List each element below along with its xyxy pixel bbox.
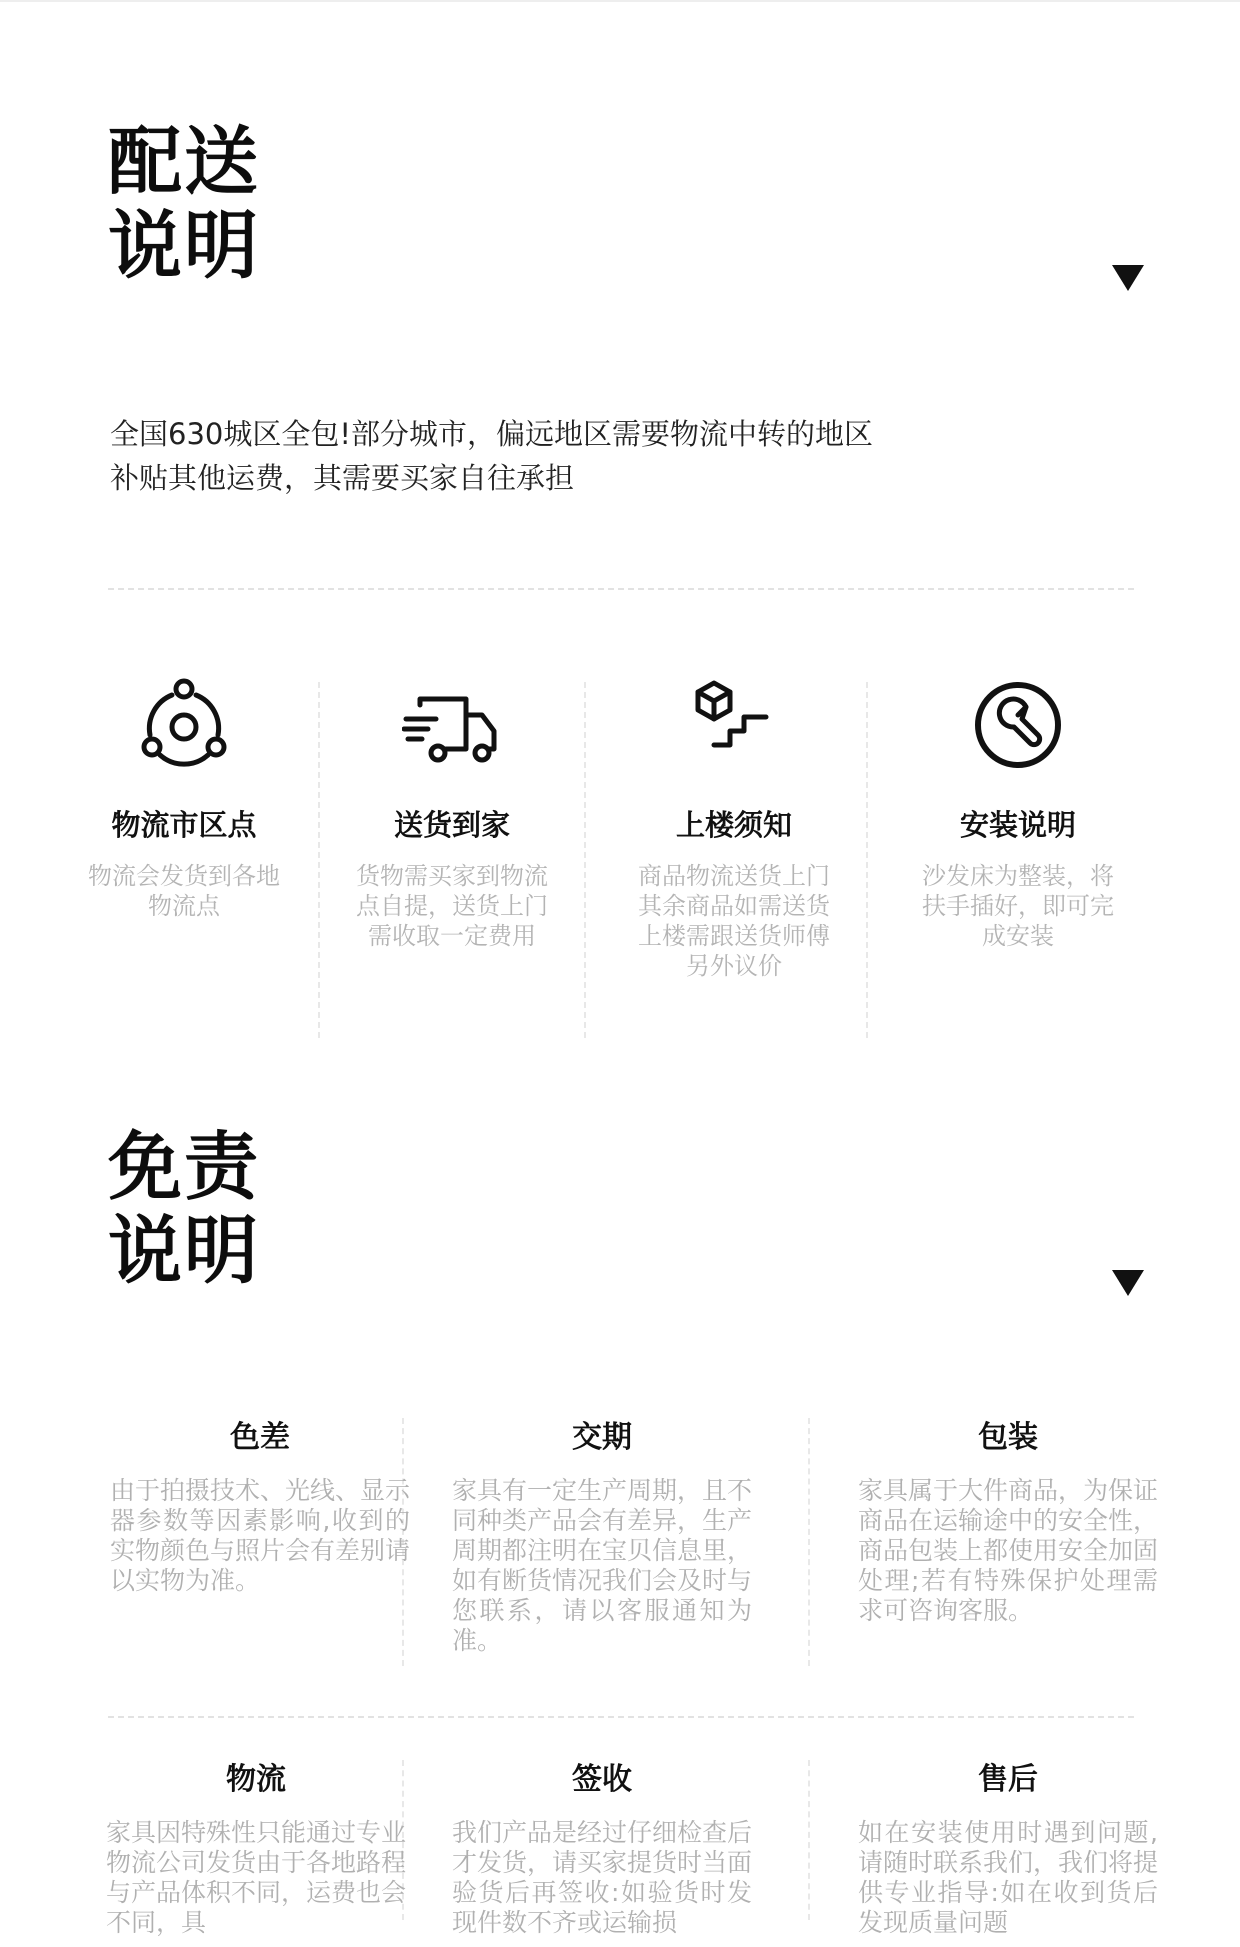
card-description: 由于拍摄技术、光线、显示器参数等因素影响,收到的实物颜色与照片会有差别请以实物为准。	[110, 1476, 411, 1595]
section-divider	[108, 1716, 1134, 1718]
card-title: 签收	[572, 1762, 632, 1797]
delivery-truck-icon	[402, 675, 502, 775]
feature-description: 商品物流送货上门其余商品如需送货上楼需跟送货师傅另外议价	[638, 862, 830, 980]
feature-installation	[888, 675, 1148, 951]
feature-description: 货物需买家到物流点自提，送货上门需收取一定费用	[356, 862, 548, 950]
card-description: 我们产品是经过仔细检查后才发货，请买家提货时当面验货后再签收:如验货时发现件数不齐或运输损	[452, 1818, 752, 1937]
section-divider	[108, 588, 1134, 590]
feature-logistics-point	[54, 675, 314, 921]
feature-title: 上楼须知	[675, 808, 792, 842]
card-description: 家具属于大件商品，为保证商品在运输途中的安全性，商品包装上都使用安全加固处理;若有特殊保护处理需求可咨询客服。	[858, 1476, 1159, 1625]
column-divider	[584, 682, 586, 1038]
delivery-intro	[110, 412, 1110, 500]
card-title: 交期	[572, 1420, 632, 1455]
card-title: 包装	[978, 1420, 1038, 1455]
delivery-intro-line1: 全国630城区全包!部分城市，偏远地区需要物流中转的地区	[110, 417, 873, 451]
feature-description: 沙发床为整装，将扶手插好，即可完成安装	[922, 862, 1114, 950]
molecule-icon	[134, 675, 234, 775]
delivery-title-line2: 说明	[108, 203, 260, 289]
disclaimer-title-line1: 免责	[108, 1124, 260, 1210]
caret-down-icon	[1112, 1270, 1144, 1296]
card-title: 售后	[978, 1762, 1038, 1797]
delivery-intro-line2: 补贴其他运费，其需要买家自往承担	[110, 461, 575, 495]
column-divider	[318, 682, 320, 1038]
column-divider	[866, 682, 868, 1038]
card-description: 如在安装使用时遇到问题,请随时联系我们，我们将提供专业指导:如在收到货后发现质量问题	[858, 1818, 1158, 1937]
column-divider	[808, 1418, 810, 1666]
disclaimer-card-logistics	[106, 1762, 406, 1947]
top-divider	[0, 0, 1240, 2]
card-title: 物流	[226, 1762, 286, 1797]
disclaimer-section-title	[108, 1125, 260, 1293]
feature-title: 物流市区点	[111, 808, 257, 842]
disclaimer-title-line2: 说明	[108, 1208, 260, 1294]
disclaimer-card-packaging	[858, 1420, 1158, 1626]
disclaimer-card-color	[110, 1420, 410, 1596]
caret-down-icon	[1112, 265, 1144, 291]
wrench-icon	[968, 675, 1068, 775]
column-divider	[808, 1760, 810, 1920]
card-description: 家具因特殊性只能通过专业物流公司发货由于各地路程与产品体积不同，运费也会不同，具	[106, 1818, 406, 1937]
card-description: 家具有一定生产周期，且不同种类产品会有差异，生产周期都注明在宝贝信息里，如有断货情况我们会及时与您联系，请以客服通知为准。	[452, 1476, 753, 1655]
delivery-section-title	[108, 120, 260, 288]
disclaimer-card-after-sales	[858, 1762, 1158, 1947]
disclaimer-card-receipt	[452, 1762, 752, 1947]
card-title: 色差	[230, 1420, 290, 1455]
disclaimer-card-delivery-time	[452, 1420, 752, 1656]
feature-home-delivery	[322, 675, 582, 951]
feature-title: 送货到家	[393, 808, 510, 842]
feature-title: 安装说明	[959, 808, 1076, 842]
feature-upstairs-notice	[604, 675, 864, 981]
box-stairs-icon	[684, 675, 784, 775]
delivery-title-line1: 配送	[108, 119, 260, 205]
feature-description: 物流会发货到各地物流点	[88, 862, 280, 920]
